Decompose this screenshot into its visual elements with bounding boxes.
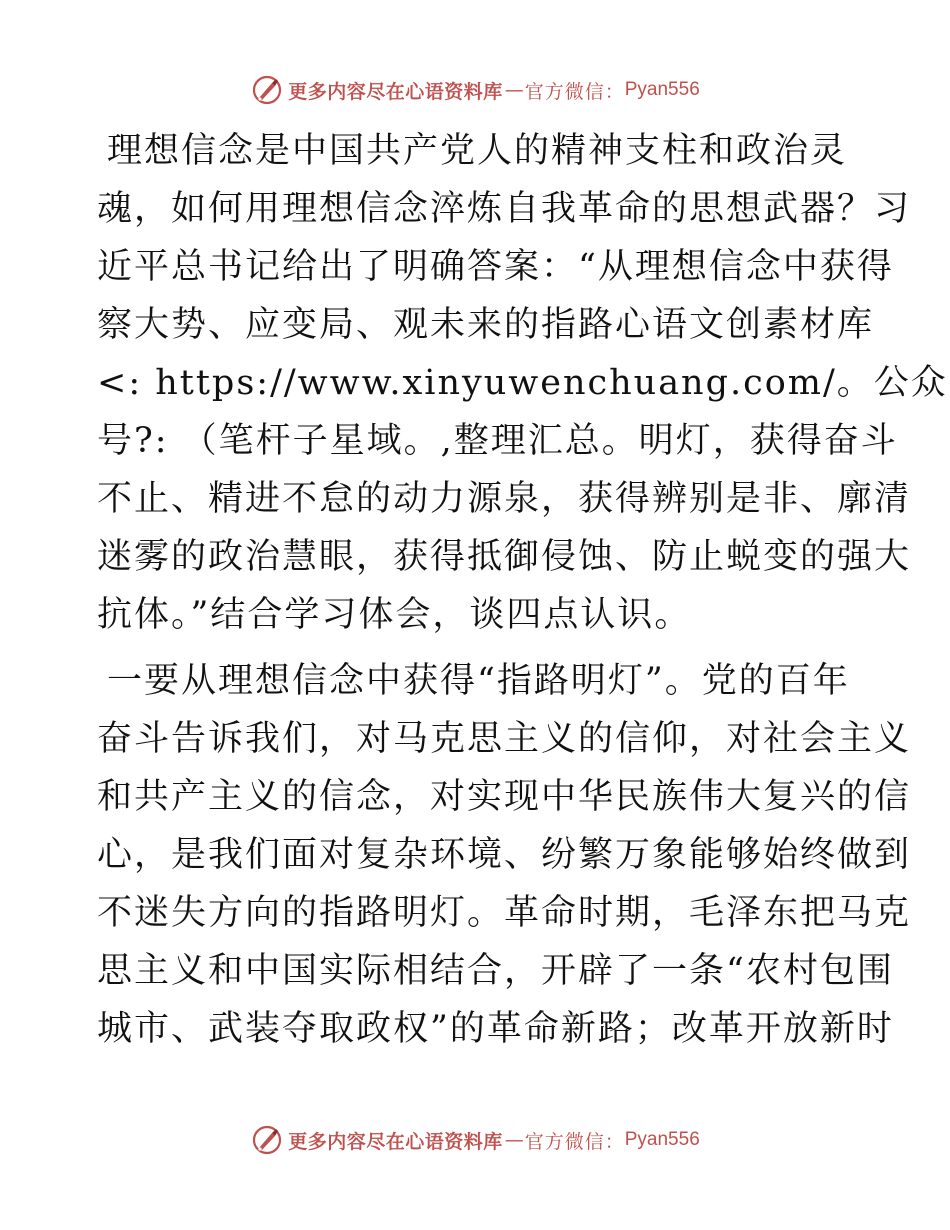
paragraph-intro xyxy=(97,122,948,644)
text-line: 理想信念是中国共产党人的精神支柱和政治灵 xyxy=(107,131,848,171)
paragraph-point-one xyxy=(97,652,912,1058)
text-line: 和共产主义的信念，对实现中华民族伟大复兴的信 xyxy=(97,777,912,817)
banner-brand-text: 更多内容尽在心语资料库 xyxy=(288,80,503,103)
text-line: 心，是我们面对复杂环境、纷繁万象能够始终做到 xyxy=(97,835,912,875)
banner-dash: — xyxy=(504,79,523,101)
banner-dash: — xyxy=(504,1129,523,1151)
text-line: 城市、武装夺取政权”的革命新路；改革开放新时 xyxy=(97,1009,894,1049)
document-body xyxy=(97,122,948,1066)
text-line: 抗体。”结合学习体会，谈四点认识。 xyxy=(97,595,692,635)
header-watermark-banner xyxy=(0,70,950,110)
text-line: <: https://www.xinyuwenchuang.com/。公众 xyxy=(97,363,948,403)
text-line: 近平总书记给出了明确答案：“从理想信念中获得 xyxy=(97,247,894,287)
banner-official-label: 官方微信： xyxy=(524,1130,625,1153)
text-line: 不迷失方向的指路明灯。革命时期，毛泽东把马克 xyxy=(97,893,912,933)
banner-brand-text: 更多内容尽在心语资料库 xyxy=(288,1130,503,1153)
text-line: 迷雾的政治慧眼，获得抵御侵蚀、防止蜕变的强大 xyxy=(97,537,912,577)
text-line: 察大势、应变局、观未来的指路心语文创素材库 xyxy=(97,305,875,345)
text-line: 不止、精进不怠的动力源泉，获得辨别是非、廓清 xyxy=(97,479,912,519)
banner-wechat-id: Pyan556 xyxy=(624,1129,700,1150)
pen-logo-icon xyxy=(250,73,284,107)
text-line: 魂，如何用理想信念淬炼自我革命的思想武器？习 xyxy=(97,189,912,229)
text-line: 一要从理想信念中获得“指路明灯”。党的百年 xyxy=(107,661,850,701)
text-line: 奋斗告诉我们，对马克思主义的信仰，对社会主义 xyxy=(97,719,912,759)
banner-official-label: 官方微信： xyxy=(524,80,625,103)
pen-logo-icon xyxy=(250,1123,284,1157)
text-line: 号?: （笔杆子星域。,整理汇总。明灯，获得奋斗 xyxy=(97,421,898,461)
footer-watermark-banner xyxy=(0,1120,950,1160)
banner-wechat-id: Pyan556 xyxy=(624,79,700,100)
text-line: 思主义和中国实际相结合，开辟了一条“农村包围 xyxy=(97,951,894,991)
